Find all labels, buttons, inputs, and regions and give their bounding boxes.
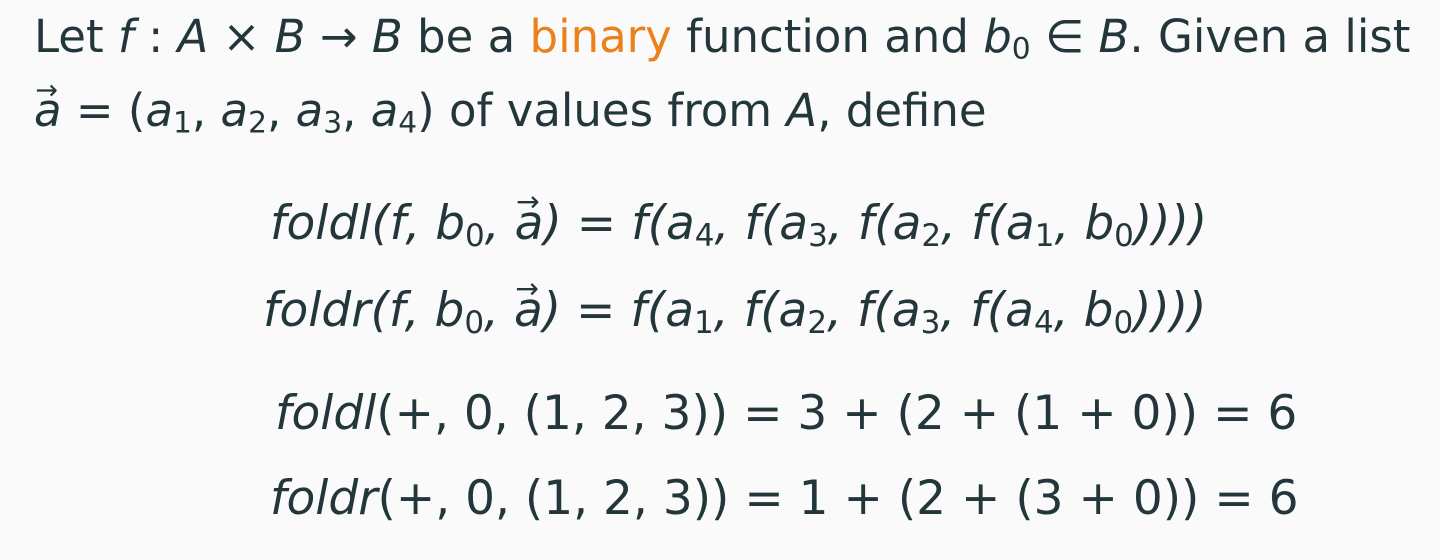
symbol-a: a — [145, 84, 174, 137]
subscript: 4 — [398, 105, 418, 141]
comma: , — [267, 84, 296, 137]
example-expression: (+, 0, (1, 2, 3)) = 1 + (2 + (3 + 0)) = 6 — [377, 471, 1299, 526]
expr-part: (f, b — [371, 196, 466, 251]
subscript: 4 — [1033, 304, 1054, 341]
comma: , — [342, 84, 371, 137]
expr-part: = f(a — [561, 283, 695, 338]
function-name: foldl — [270, 196, 372, 251]
symbol-f: f — [117, 10, 134, 63]
expr-part: , f(a — [941, 196, 1035, 251]
subscript: 3 — [920, 304, 941, 341]
function-name: foldr — [270, 471, 378, 526]
subscript: 2 — [807, 304, 828, 341]
subscript: 0 — [1114, 217, 1134, 254]
subscript: 1 — [1034, 217, 1055, 254]
intro-line-1 — [34, 10, 1411, 67]
example-foldl — [275, 386, 1298, 441]
colon: : — [133, 10, 178, 63]
subscript: 4 — [694, 217, 715, 254]
example-foldr — [270, 471, 1299, 526]
subscript: 1 — [694, 304, 714, 341]
expr-part: )))) — [1133, 196, 1208, 251]
equals-paren: = ( — [61, 84, 146, 137]
symbol-a: a — [220, 84, 249, 137]
function-name: foldr — [263, 283, 371, 338]
expr-part: , f(a — [714, 196, 809, 251]
symbol-a: a — [370, 84, 399, 137]
expr-part: , f(a — [713, 283, 808, 338]
expr-part: , f(a — [827, 283, 921, 338]
word-let: Let — [34, 10, 104, 63]
symbol-a: a — [295, 84, 324, 137]
symbol-B: B — [1098, 10, 1130, 63]
expr-part: ) — [542, 283, 562, 338]
expr-part: (f, b — [370, 283, 465, 338]
vector-a: → a — [515, 200, 544, 247]
expr-part: , f(a — [940, 283, 1034, 338]
subscript: 2 — [921, 217, 942, 254]
words-be-a: be a — [402, 10, 530, 63]
vector-a: → a — [514, 287, 543, 334]
intro-line-2 — [34, 84, 987, 141]
expr-part: , b — [1054, 196, 1115, 251]
example-expression: (+, 0, (1, 2, 3)) = 3 + (2 + (1 + 0)) = 6 — [376, 386, 1298, 441]
element-of-sign: ∈ — [1030, 10, 1099, 63]
subscript-0: 0 — [1011, 31, 1031, 67]
words-define: , define — [817, 84, 987, 137]
symbol-B: B — [371, 10, 403, 63]
expr-part: )))) — [1133, 283, 1207, 338]
subscript: 0 — [465, 217, 485, 254]
subscript: 3 — [808, 217, 828, 254]
highlight-binary: binary — [529, 10, 672, 63]
words-of-values-from: ) of values from — [417, 84, 787, 137]
subscript: 1 — [173, 105, 192, 141]
equation-foldl-definition — [270, 196, 1208, 254]
expr-part: , f(a — [827, 196, 922, 251]
words-given-a-list: . Given a list — [1129, 10, 1411, 63]
vector-a: → a — [34, 88, 62, 133]
comma: , — [191, 84, 221, 137]
subscript: 2 — [248, 105, 267, 141]
expr-part: ) — [543, 196, 562, 251]
words-function-and: function and — [671, 10, 984, 63]
subscript: 3 — [323, 105, 343, 141]
equation-foldr-definition — [263, 283, 1207, 341]
arrow-sign: → — [305, 10, 372, 63]
subscript: 0 — [464, 304, 485, 341]
symbol-B: B — [274, 10, 306, 63]
expr-part: , — [484, 196, 515, 251]
symbol-A: A — [177, 10, 209, 63]
symbol-A: A — [786, 84, 818, 137]
times-sign: × — [208, 10, 275, 63]
function-name: foldl — [275, 386, 377, 441]
expr-part: , — [484, 283, 514, 338]
symbol-b: b — [983, 10, 1012, 63]
expr-part: , b — [1053, 283, 1114, 338]
expr-part: = f(a — [561, 196, 695, 251]
subscript: 0 — [1113, 304, 1134, 341]
